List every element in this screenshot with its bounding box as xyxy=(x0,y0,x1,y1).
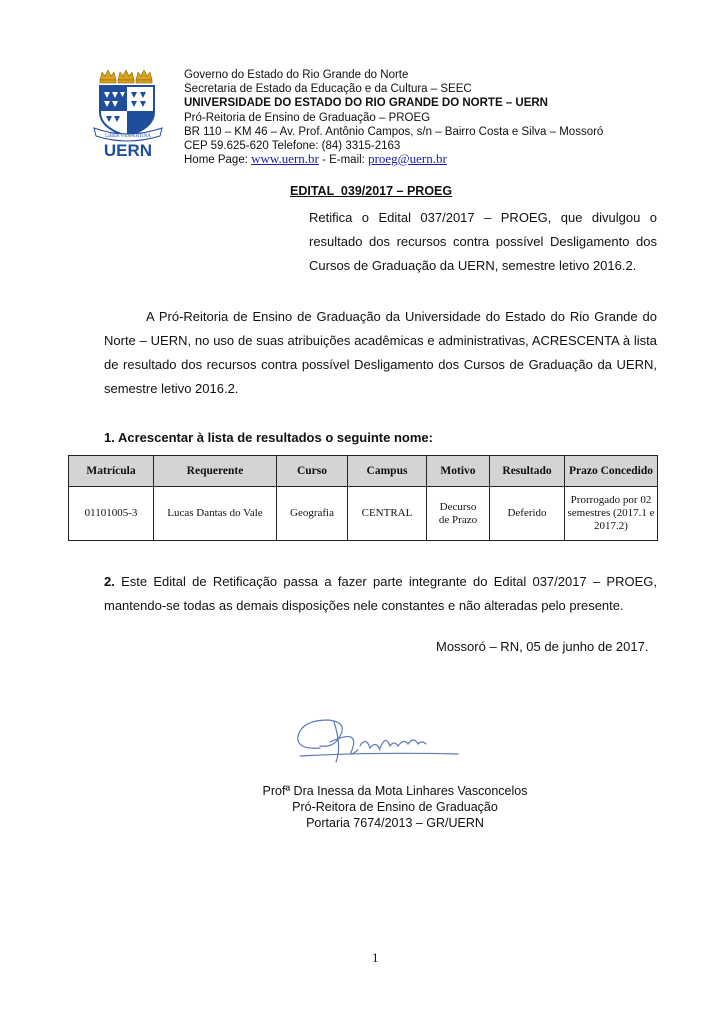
col-curso: Curso xyxy=(277,456,348,487)
cell-requerente: Lucas Dantas do Vale xyxy=(154,487,277,541)
handwritten-signature xyxy=(290,706,465,776)
homepage-label: Home Page: xyxy=(184,154,252,166)
cell-campus: CENTRAL xyxy=(348,487,427,541)
header-contacts xyxy=(184,152,447,167)
col-motivo: Motivo xyxy=(427,456,490,487)
cell-matricula: 01101005-3 xyxy=(69,487,154,541)
item-2-number: 2. xyxy=(104,574,115,589)
col-prazo: Prazo Concedido xyxy=(565,456,658,487)
svg-text:UERN: UERN xyxy=(103,141,153,158)
header-secretaria: Secretaria de Estado da Educação e da Cultura – SEEC xyxy=(184,83,472,95)
prazo-line-3: 2017.2) xyxy=(594,520,628,532)
table-row xyxy=(69,487,658,541)
item-2-text: Este Edital de Retificação passa a fazer parte integrante do Edital 037/2017 – PROEG, mantendo-se todas as demais disposições nele constantes e não alteradas pelo presente. xyxy=(104,574,657,613)
cell-motivo xyxy=(427,487,490,541)
motivo-line-2: de Prazo xyxy=(438,513,478,526)
edital-summary: Retifica o Edital 037/2017 – PROEG, que divulgou o resultado dos recursos contra possível Desligamento dos Cursos de Graduação da UERN, semestre letivo 2016.2. xyxy=(309,210,657,273)
signatory-ordinance: Portaria 7674/2013 – GR/UERN xyxy=(306,816,484,830)
signatory-role: Pró-Reitora de Ensino de Graduação xyxy=(292,800,498,814)
cell-resultado: Deferido xyxy=(490,487,565,541)
body-paragraph xyxy=(104,305,657,401)
svg-text:LIBER VESPERTINA: LIBER VESPERTINA xyxy=(105,134,151,139)
item-1-heading: 1. Acrescentar à lista de resultados o seguinte nome: xyxy=(104,430,433,445)
results-table xyxy=(68,455,658,541)
cell-curso: Geografia xyxy=(277,487,348,541)
header-university: UNIVERSIDADE DO ESTADO DO RIO GRANDE DO NORTE – UERN xyxy=(184,97,548,109)
body-text: A Pró-Reitoria de Ensino de Graduação da Universidade do Estado do Rio Grande do Norte – UERN, no uso de suas atribuições acadêmicas e administrativas, ACRESCENTA à lista de resultado dos recursos contra possível Desligamento dos Cursos de Graduação da UERN, semestre letivo 2016.2. xyxy=(104,309,657,396)
date-line: Mossoró – RN, 05 de junho de 2017. xyxy=(436,639,649,654)
email-label: - E-mail: xyxy=(318,154,369,166)
prazo-line-1: Prorrogado por 02 xyxy=(570,494,652,506)
header-address: BR 110 – KM 46 – Av. Prof. Antônio Campos, s/n – Bairro Costa e Silva – Mossoró xyxy=(184,126,604,138)
col-requerente: Requerente xyxy=(154,456,277,487)
col-campus: Campus xyxy=(348,456,427,487)
uern-logo xyxy=(92,66,164,158)
signatory-name: Profª Dra Inessa da Mota Linhares Vasconcelos xyxy=(262,784,528,798)
motivo-line-1: Decurso xyxy=(439,500,477,513)
item-2-paragraph xyxy=(104,570,657,618)
email-link[interactable]: proeg@uern.br xyxy=(368,151,447,166)
col-matricula: Matrícula xyxy=(69,456,154,487)
col-resultado: Resultado xyxy=(490,456,565,487)
edital-title: EDITAL 039/2017 – PROEG xyxy=(290,184,453,198)
header-government: Governo do Estado do Rio Grande do Norte xyxy=(184,69,409,81)
prazo-line-2: semestres (2017.1 e xyxy=(567,507,655,519)
page-number: 1 xyxy=(372,950,379,965)
table-header-row xyxy=(69,456,658,487)
homepage-link[interactable]: www.uern.br xyxy=(251,151,319,166)
cell-prazo xyxy=(565,487,658,541)
header-cep-phone: CEP 59.625-620 Telefone: (84) 3315-2163 xyxy=(184,140,401,152)
header-proeg: Pró-Reitoria de Ensino de Graduação – PROEG xyxy=(184,112,431,124)
